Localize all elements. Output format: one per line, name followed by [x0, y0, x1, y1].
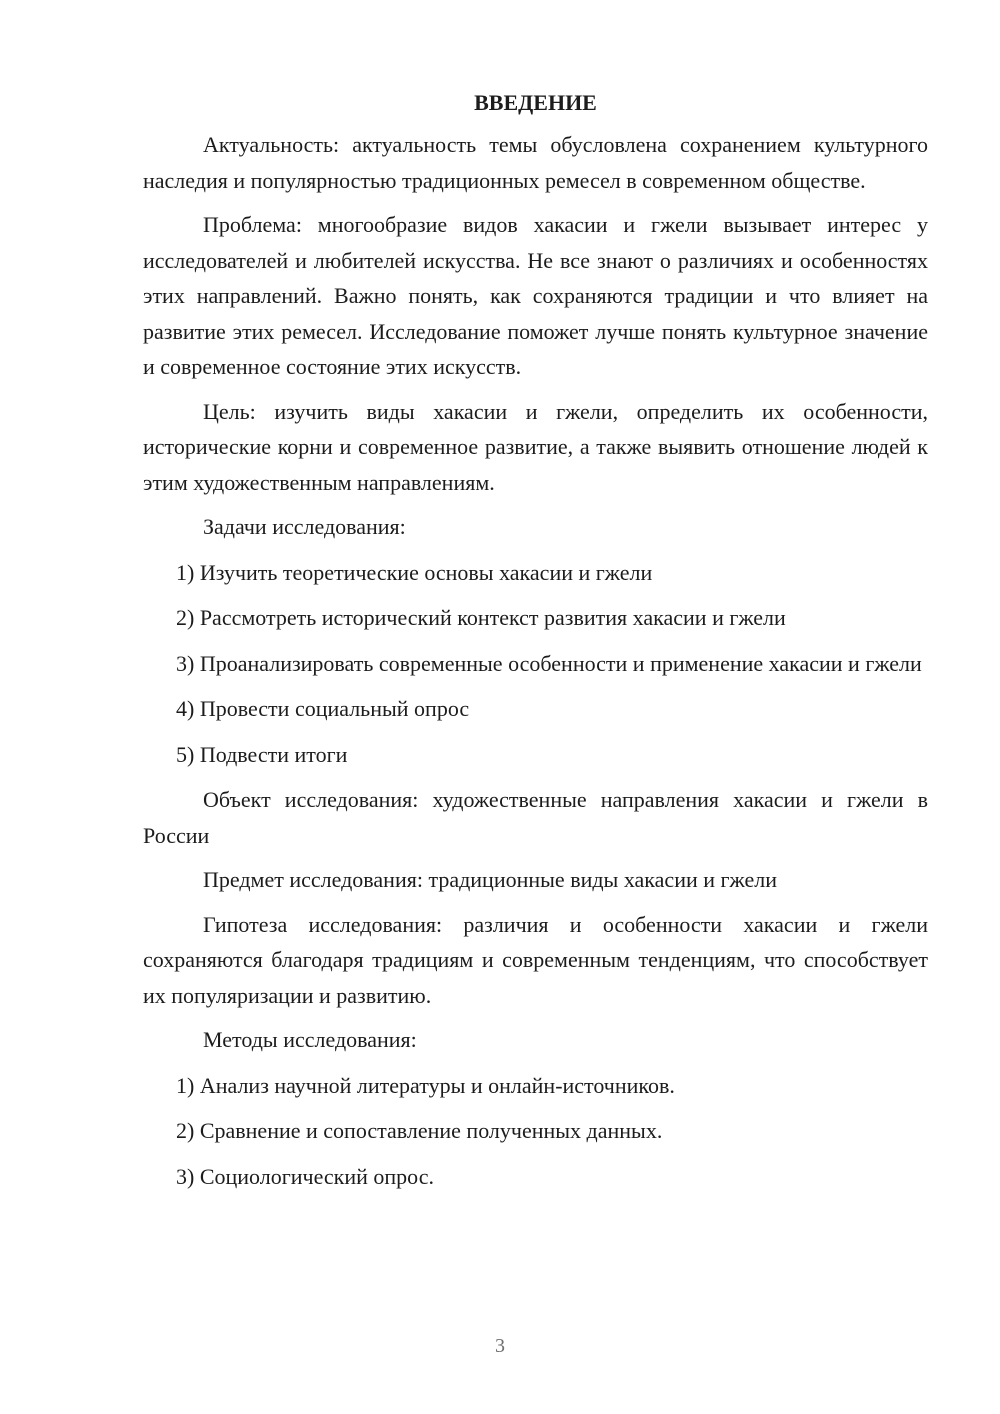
- task-item: 5) Подвести итоги: [176, 741, 348, 767]
- task-item: 4) Провести социальный опрос: [176, 696, 470, 721]
- tasks-label: Задачи исследования:: [203, 514, 406, 539]
- hypothesis-paragraph: Гипотеза исследования: различия и особенности хакасии и гжели сохраняются благодаря традициям и современным тенденциям, что способствует их популяризации и развитию.: [143, 911, 928, 1008]
- page-body: [143, 88, 928, 1204]
- method-item: 3) Социологический опрос.: [176, 1163, 434, 1189]
- goal-paragraph: Цель: изучить виды хакасии и гжели, определить их особенности, исторические корни и современное развитие, а также выявить отношение людей к этим художественным направлениям.: [143, 398, 928, 495]
- methods-label: Методы исследования:: [203, 1027, 417, 1052]
- problem-paragraph: Проблема: многообразие видов хакасии и гжели вызывает интерес у исследователей и любителей искусства. Не все знают о различиях и особенностях этих направлений. Важно понять, как сохраняются традиции и что влияет на развитие этих ремесел. Исследование поможет лучше понять культурное значение и современное состояние этих искусств.: [143, 212, 928, 379]
- task-item: 1) Изучить теоретические основы хакасии и гжели: [176, 559, 653, 585]
- method-item: 1) Анализ научной литературы и онлайн-источников.: [176, 1072, 675, 1098]
- task-item: 2) Рассмотреть исторический контекст развития хакасии и гжели: [176, 605, 786, 630]
- method-item: 2) Сравнение и сопоставление полученных данных.: [176, 1118, 663, 1143]
- page-heading: ВВЕДЕНИЕ: [474, 90, 597, 115]
- page-number: 3: [495, 1335, 505, 1357]
- relevance-paragraph: Актуальность: актуальность темы обусловлена сохранением культурного наследия и популярностью традиционных ремесел в современном обществе.: [143, 132, 928, 193]
- subject-paragraph: Предмет исследования: традиционные виды хакасии и гжели: [203, 867, 777, 892]
- object-paragraph: Объект исследования: художественные направления хакасии и гжели в России: [143, 787, 928, 848]
- task-item: 3) Проанализировать современные особенности и применение хакасии и гжели: [176, 650, 922, 676]
